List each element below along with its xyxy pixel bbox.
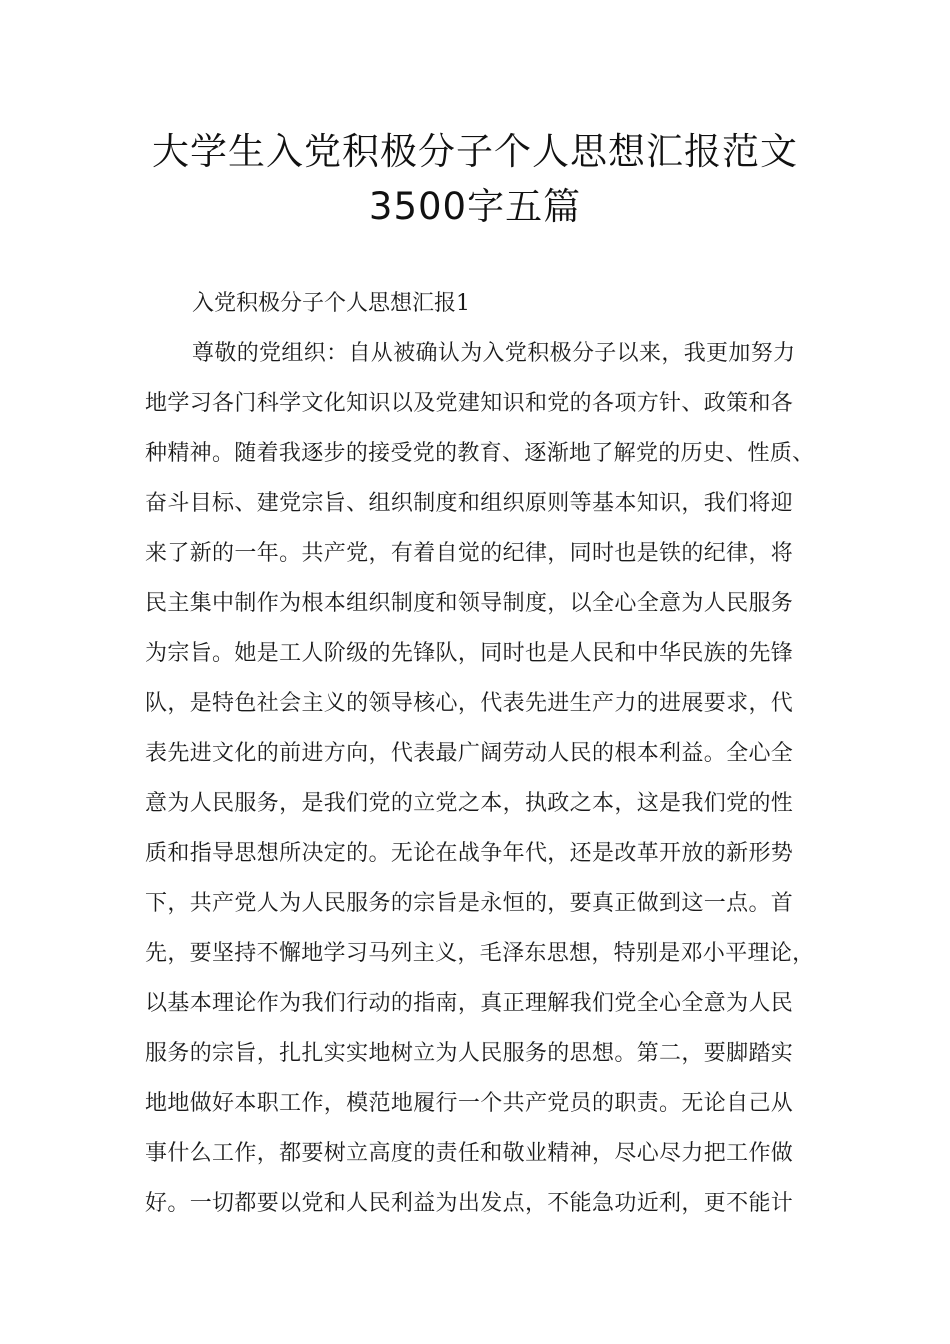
paragraph-line: 表先进文化的前进方向，代表最广阔劳动人民的根本利益。全心全: [145, 741, 794, 766]
paragraph-line: 地学习各门科学文化知识以及党建知识和党的各项方针、政策和各: [145, 391, 794, 416]
paragraph-line: 事什么工作，都要树立高度的责任和敬业精神，尽心尽力把工作做: [145, 1141, 794, 1166]
paragraph-line: 以基本理论作为我们行动的指南，真正理解我们党全心全意为人民: [145, 991, 794, 1016]
paragraph-line: 种精神。随着我逐步的接受党的教育、逐渐地了解党的历史、性质、: [145, 441, 815, 466]
paragraph-line: 意为人民服务，是我们党的立党之本，执政之本，这是我们党的性: [145, 791, 794, 816]
paragraph-line: 质和指导思想所决定的。无论在战争年代，还是改革开放的新形势: [145, 841, 794, 866]
section-heading: 入党积极分子个人思想汇报1: [192, 291, 470, 316]
paragraph-line: 为宗旨。她是工人阶级的先锋队，同时也是人民和中华民族的先锋: [145, 641, 794, 666]
document-title-line1: 大学生入党积极分子个人思想汇报范文: [152, 130, 798, 173]
paragraph-line: 服务的宗旨，扎扎实实地树立为人民服务的思想。第二，要脚踏实: [145, 1041, 794, 1066]
paragraph-line: 地地做好本职工作，模范地履行一个共产党员的职责。无论自己从: [145, 1091, 794, 1116]
paragraph-line: 尊敬的党组织：自从被确认为入党积极分子以来，我更加努力: [192, 341, 796, 366]
document-title-line2: 3500字五篇: [368, 185, 582, 228]
paragraph-line: 民主集中制作为根本组织制度和领导制度，以全心全意为人民服务: [145, 591, 794, 616]
paragraph-line: 来了新的一年。共产党，有着自觉的纪律，同时也是铁的纪律，将: [145, 541, 794, 566]
paragraph-line: 先，要坚持不懈地学习马列主义，毛泽东思想，特别是邓小平理论，: [145, 941, 815, 966]
paragraph-line: 好。一切都要以党和人民利益为出发点，不能急功近利，更不能计: [145, 1191, 794, 1216]
paragraph-line: 下，共产党人为人民服务的宗旨是永恒的，要真正做到这一点。首: [145, 891, 794, 916]
paragraph-line: 队，是特色社会主义的领导核心，代表先进生产力的进展要求，代: [145, 691, 794, 716]
paragraph-line: 奋斗目标、建党宗旨、组织制度和组织原则等基本知识，我们将迎: [145, 491, 794, 516]
